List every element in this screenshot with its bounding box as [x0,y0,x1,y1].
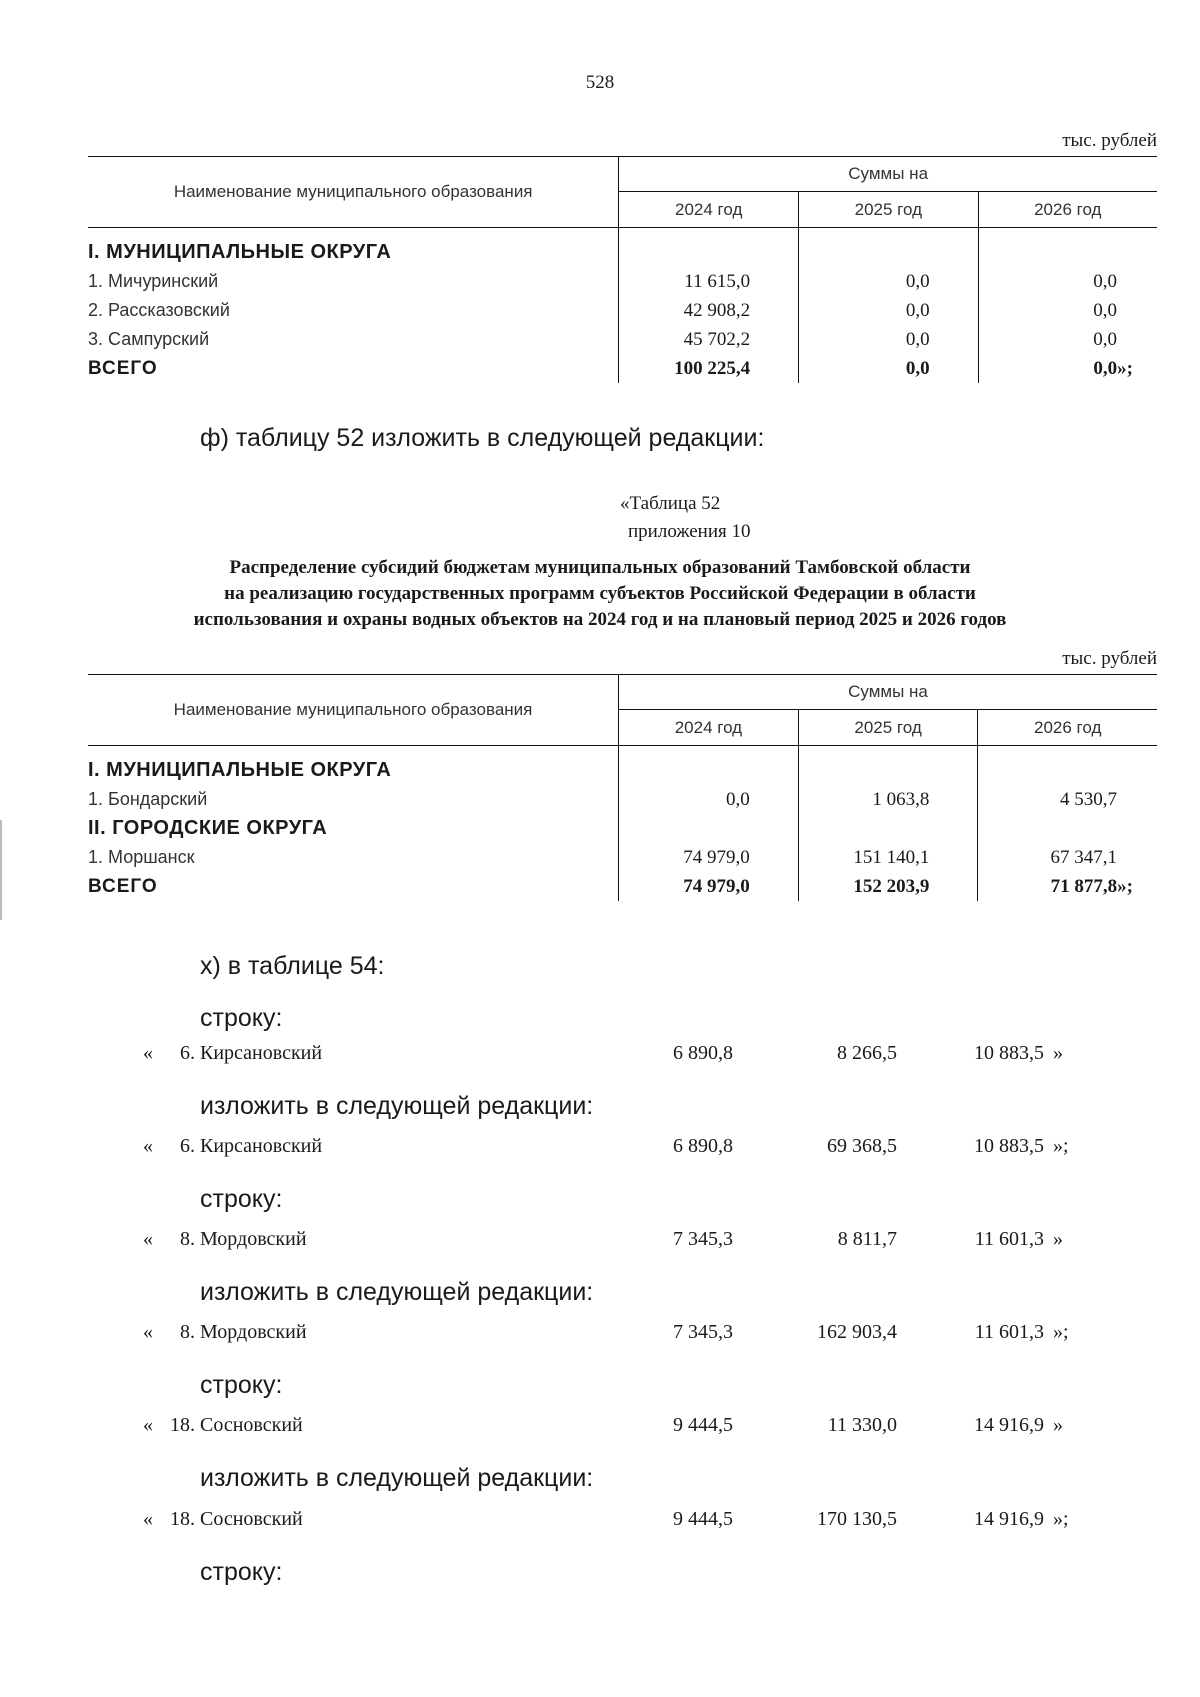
cell-2024: 6 890,8 [673,1042,733,1064]
cell-2025: 0,0 [799,267,979,296]
header-sums: Суммы на [619,675,1157,710]
row-name: 3. Сампурский [88,329,210,349]
total-2026: 0,0»; [978,354,1157,383]
instruction-izlozhit: изложить в следующей редакции: [200,1464,594,1492]
quote-open: « [143,1228,153,1250]
quote-open: « [143,1042,153,1064]
page-number: 528 [585,72,615,93]
amend-row-new [0,1321,1200,1349]
quote-close: » [1053,1042,1063,1064]
table-title-line: Распределение субсидий бюджетам муниципальных образований Тамбовской области [229,557,971,578]
quote-open: « [143,1414,153,1436]
section-heading: I. МУНИЦИПАЛЬНЫЕ ОКРУГА [88,241,392,263]
cell-2024: 42 908,2 [619,296,799,325]
row-name: 1. Моршанск [88,847,195,867]
instruction-stroku: строку: [200,1185,283,1213]
table-1 [88,156,1157,383]
total-2025: 0,0 [799,354,979,383]
row-name: 6. Кирсановский [180,1042,323,1064]
section-heading: II. ГОРОДСКИЕ ОКРУГА [88,817,328,839]
cell-2025: 1 063,8 [798,785,978,814]
cell-2025: 8 811,7 [837,1228,897,1250]
table-52 [88,674,1157,901]
instruction-stroku: строку: [200,1004,283,1032]
quote-open: « [143,1508,153,1530]
header-year-2025: 2025 год [798,710,978,746]
units-label: тыс. рублей [1062,648,1157,669]
header-name-col: Наименование муниципального образования [88,157,619,228]
table-title-line: использования и охраны водных объектов на 2024 год и на плановый период 2025 и 2026 годов [193,609,1007,630]
row-name: 18. Сосновский [170,1414,303,1436]
scan-edge [0,820,2,920]
cell-2025: 0,0 [799,325,979,354]
table-row [88,325,1157,354]
total-row [88,872,1157,901]
table-row [88,843,1157,872]
paragraph-f: ф) таблицу 52 изложить в следующей редакции: [200,424,765,452]
instruction-izlozhit: изложить в следующей редакции: [200,1092,594,1120]
quote-close: »; [1053,1321,1069,1343]
row-name: 18. Сосновский [170,1508,303,1530]
cell-2025: 170 130,5 [817,1508,897,1530]
amend-row-new [0,1135,1200,1163]
cell-2026: 4 530,7 [978,785,1157,814]
cell-2025: 69 368,5 [827,1135,897,1157]
table-caption-line1: «Таблица 52 [620,493,721,514]
cell-2024: 6 890,8 [673,1135,733,1157]
units-label: тыс. рублей [1062,130,1157,151]
cell-2024: 11 615,0 [619,267,799,296]
cell-2026: 14 916,9 [974,1414,1044,1436]
table-title-line: на реализацию государственных программ субъектов Российской Федерации в области [224,583,976,604]
cell-2025: 8 266,5 [837,1042,897,1064]
amend-row-new [0,1508,1200,1536]
cell-2026: 14 916,9 [974,1508,1044,1530]
paragraph-h: х) в таблице 54: [200,952,385,980]
quote-open: « [143,1135,153,1157]
table-caption-line2: приложения 10 [628,521,751,542]
amend-row-old [0,1228,1200,1256]
row-name: 2. Рассказовский [88,300,230,320]
amend-row-old [0,1042,1200,1070]
cell-2026: 0,0 [978,267,1157,296]
row-name: 1. Бондарский [88,789,208,809]
row-name: 8. Мордовский [180,1321,307,1343]
total-row [88,354,1157,383]
section-heading: I. МУНИЦИПАЛЬНЫЕ ОКРУГА [88,759,392,781]
row-name: 6. Кирсановский [180,1135,323,1157]
quote-open: « [143,1321,153,1343]
instruction-izlozhit: изложить в следующей редакции: [200,1278,594,1306]
cell-2025: 0,0 [799,296,979,325]
cell-2026: 0,0 [978,296,1157,325]
cell-2026: 11 601,3 [974,1228,1044,1250]
cell-2025: 162 903,4 [817,1321,897,1343]
total-2024: 100 225,4 [619,354,799,383]
cell-2026: 0,0 [978,325,1157,354]
header-year-2024: 2024 год [619,710,799,746]
header-year-2025: 2025 год [799,192,979,228]
total-label: ВСЕГО [88,876,158,897]
table-title [0,555,1200,633]
header-year-2024: 2024 год [619,192,799,228]
row-name: 8. Мордовский [180,1228,307,1250]
quote-close: » [1053,1414,1063,1436]
amend-row-old [0,1414,1200,1442]
header-year-2026: 2026 год [978,710,1157,746]
cell-2024: 7 345,3 [673,1321,733,1343]
header-sums: Суммы на [619,157,1157,192]
quote-close: » [1053,1228,1063,1250]
table-row [88,267,1157,296]
table-row [88,785,1157,814]
cell-2024: 9 444,5 [673,1508,733,1530]
header-year-2026: 2026 год [978,192,1157,228]
cell-2024: 45 702,2 [619,325,799,354]
cell-2024: 7 345,3 [673,1228,733,1250]
cell-2024: 74 979,0 [619,843,799,872]
cell-2026: 10 883,5 [974,1135,1044,1157]
header-name-col: Наименование муниципального образования [88,675,619,746]
instruction-stroku: строку: [200,1558,283,1586]
cell-2026: 10 883,5 [974,1042,1044,1064]
quote-close: »; [1053,1508,1069,1530]
cell-2026: 11 601,3 [974,1321,1044,1343]
instruction-stroku: строку: [200,1371,283,1399]
total-2025: 152 203,9 [798,872,978,901]
cell-2025: 11 330,0 [827,1414,897,1436]
row-name: 1. Мичуринский [88,271,219,291]
quote-close: »; [1053,1135,1069,1157]
total-2026: 71 877,8»; [978,872,1157,901]
cell-2024: 0,0 [619,785,799,814]
total-label: ВСЕГО [88,358,158,379]
table-row [88,296,1157,325]
total-2024: 74 979,0 [619,872,799,901]
cell-2026: 67 347,1 [978,843,1157,872]
cell-2025: 151 140,1 [798,843,978,872]
cell-2024: 9 444,5 [673,1414,733,1436]
